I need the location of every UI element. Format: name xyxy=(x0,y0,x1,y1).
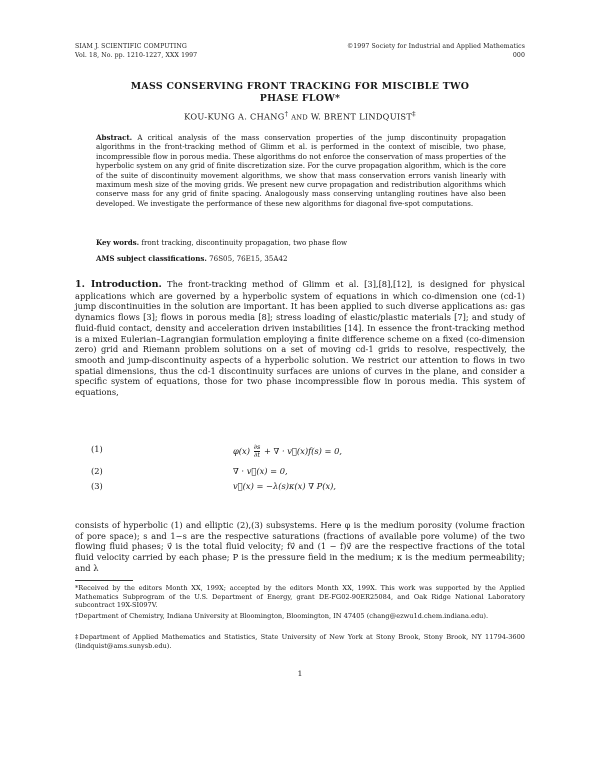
equation-1 xyxy=(75,444,525,458)
equation-1-body xyxy=(233,444,342,459)
key-words xyxy=(96,238,506,247)
equation-1-fraction-den: ∂t xyxy=(253,451,260,459)
ams-text: 76S05, 76E15, 35A42 xyxy=(209,254,288,263)
footnote-rule xyxy=(75,580,133,581)
key-words-label: Key words. xyxy=(96,238,140,247)
introduction-paragraph xyxy=(75,279,525,398)
abstract-text: A critical analysis of the mass conservation properties of the jump discontinuity propagation algorithms in the front-tracking method of Glimm et al. is performed in the context of miscible, two phase, incompressible flow in porous media. These algorithms do not enforce the conservation of mass properties of the hyperbolic system on any grid of finite discretization size. For the curve propagation algorithm, which is the core of the suite of discontinuity movement algorithms, we show that mass conservation errors vanish linearly with maximum mesh size of the moving grids. We present new curve propagation and redistribution algorithms which conserve mass for any grid of finite spacing. Analogously mass conserving untangling routines have also been developed. We investigate the performance of these new algorithms for diagonal five-spot computations. xyxy=(96,133,506,208)
introduction-text: The front-tracking method of Glimm et al. [3],[8],[12], is designed for physical applications which are governed by a hyperbolic system of equations in which co-dimension one (cd-1) jump discontinuities in the solution are important. It has been applied to such diverse applications as: gas dynamics flows [3]; flows in porous media [8]; stress loading of elastic/plastic materials [7]; and study of fluid-fluid contact, density and acceleration driven instabilities [14]. In essence the front-tracking method is a mixed Eulerian–Lagrangian formulation employing a finite difference scheme on a fixed (co-dimension zero) grid and Riemann problem solutions on a set of moving cd-1 grids to resolve, respectively, the smooth and jump-discontinuity aspects of a hyperbolic solution. We restrict our attention to flows in two spatial dimensions, thus the cd-1 discontinuity surfaces are unions of curves in the plane, and consider a specific system of equations, those for two phase incompressible flow in porous media. This system of equations, xyxy=(75,279,526,398)
key-words-text: front tracking, discontinuity propagation, two phase flow xyxy=(141,238,348,247)
author-conjunction: AND xyxy=(291,113,308,122)
author-2-name: W. BRENT LINDQUIST xyxy=(310,111,413,122)
equation-1-rhs: + ∇ · v⃗(x)f(s) = 0, xyxy=(263,446,343,456)
footnote-affiliation-2: ‡Department of Applied Mathematics and Statistics, State University of New York at Stony Brook, Stony Brook, NY 11794-3600 (lindquist@ams.sunysb.edu). xyxy=(75,633,525,650)
ams-label: AMS subject classifications. xyxy=(96,254,207,263)
paper-title xyxy=(75,81,525,105)
footnote-received: *Received by the editors Month XX, 199X; accepted by the editors Month XX, 199X. This work was supported by the Applied Mathematics Subprogram of the U.S. Department of Energy, grant DE-FG02-90ER25084, and Oak Ridge National Laboratory subcontract 19X-SI097V. xyxy=(75,584,525,610)
equation-3-body: v⃗(x) = −λ(s)κ(x) ∇ P(x), xyxy=(233,481,337,491)
equation-3-number: (3) xyxy=(91,481,103,491)
equation-1-number: (1) xyxy=(91,444,103,454)
equation-3 xyxy=(75,481,525,495)
equation-2-number: (2) xyxy=(91,466,103,476)
author-line xyxy=(75,110,525,122)
page-number: 1 xyxy=(297,669,303,678)
journal-volume: Vol. 18, No. pp. 1210-1227, XXX 1997 xyxy=(75,52,198,59)
journal-name: SIAM J. SCIENTIFIC COMPUTING xyxy=(75,43,187,50)
equation-2 xyxy=(75,466,525,480)
ams-classifications xyxy=(96,254,506,263)
equation-1-fraction-num: ∂s xyxy=(253,443,261,451)
footnote-affiliation-1: †Department of Chemistry, Indiana University at Bloomington, Bloomington, IN 47405 (chang@ezwu1d.chem.indiana.edu). xyxy=(75,612,489,620)
section-heading: 1. Introduction. xyxy=(75,279,162,290)
equation-1-lhs: φ(x) xyxy=(233,446,250,456)
author-2-mark: ‡ xyxy=(412,110,416,118)
title-line-2: PHASE FLOW* xyxy=(259,93,341,104)
author-1-mark: † xyxy=(284,110,289,118)
header-page-code: 000 xyxy=(512,52,525,59)
running-header-left xyxy=(75,42,197,60)
title-line-1: MASS CONSERVING FRONT TRACKING FOR MISCIBLE TWO xyxy=(130,81,470,92)
abstract-label: Abstract. xyxy=(96,133,133,142)
running-header-right xyxy=(347,42,525,60)
equation-2-body: ∇ · v⃗(x) = 0, xyxy=(233,466,288,476)
post-equation-paragraph: consists of hyperbolic (1) and elliptic (2),(3) subsystems. Here φ is the medium porosity (volume fraction of pore space); s and 1−s are the respective saturations (fractions of available pore volume) of the two flowing fluid phases; v⃗ is the total fluid velocity; fv⃗ and (1 − f)v⃗ are the respective fractions of the total fluid velocity carried by each phase; P is the pressure field in the medium; κ is the medium permeability; and λ xyxy=(75,520,525,573)
equation-1-fraction xyxy=(254,444,261,459)
copyright-line: ©1997 Society for Industrial and Applied Mathematics xyxy=(346,43,525,50)
author-1-name: KOU-KUNG A. CHANG xyxy=(184,111,285,122)
abstract xyxy=(96,133,506,208)
